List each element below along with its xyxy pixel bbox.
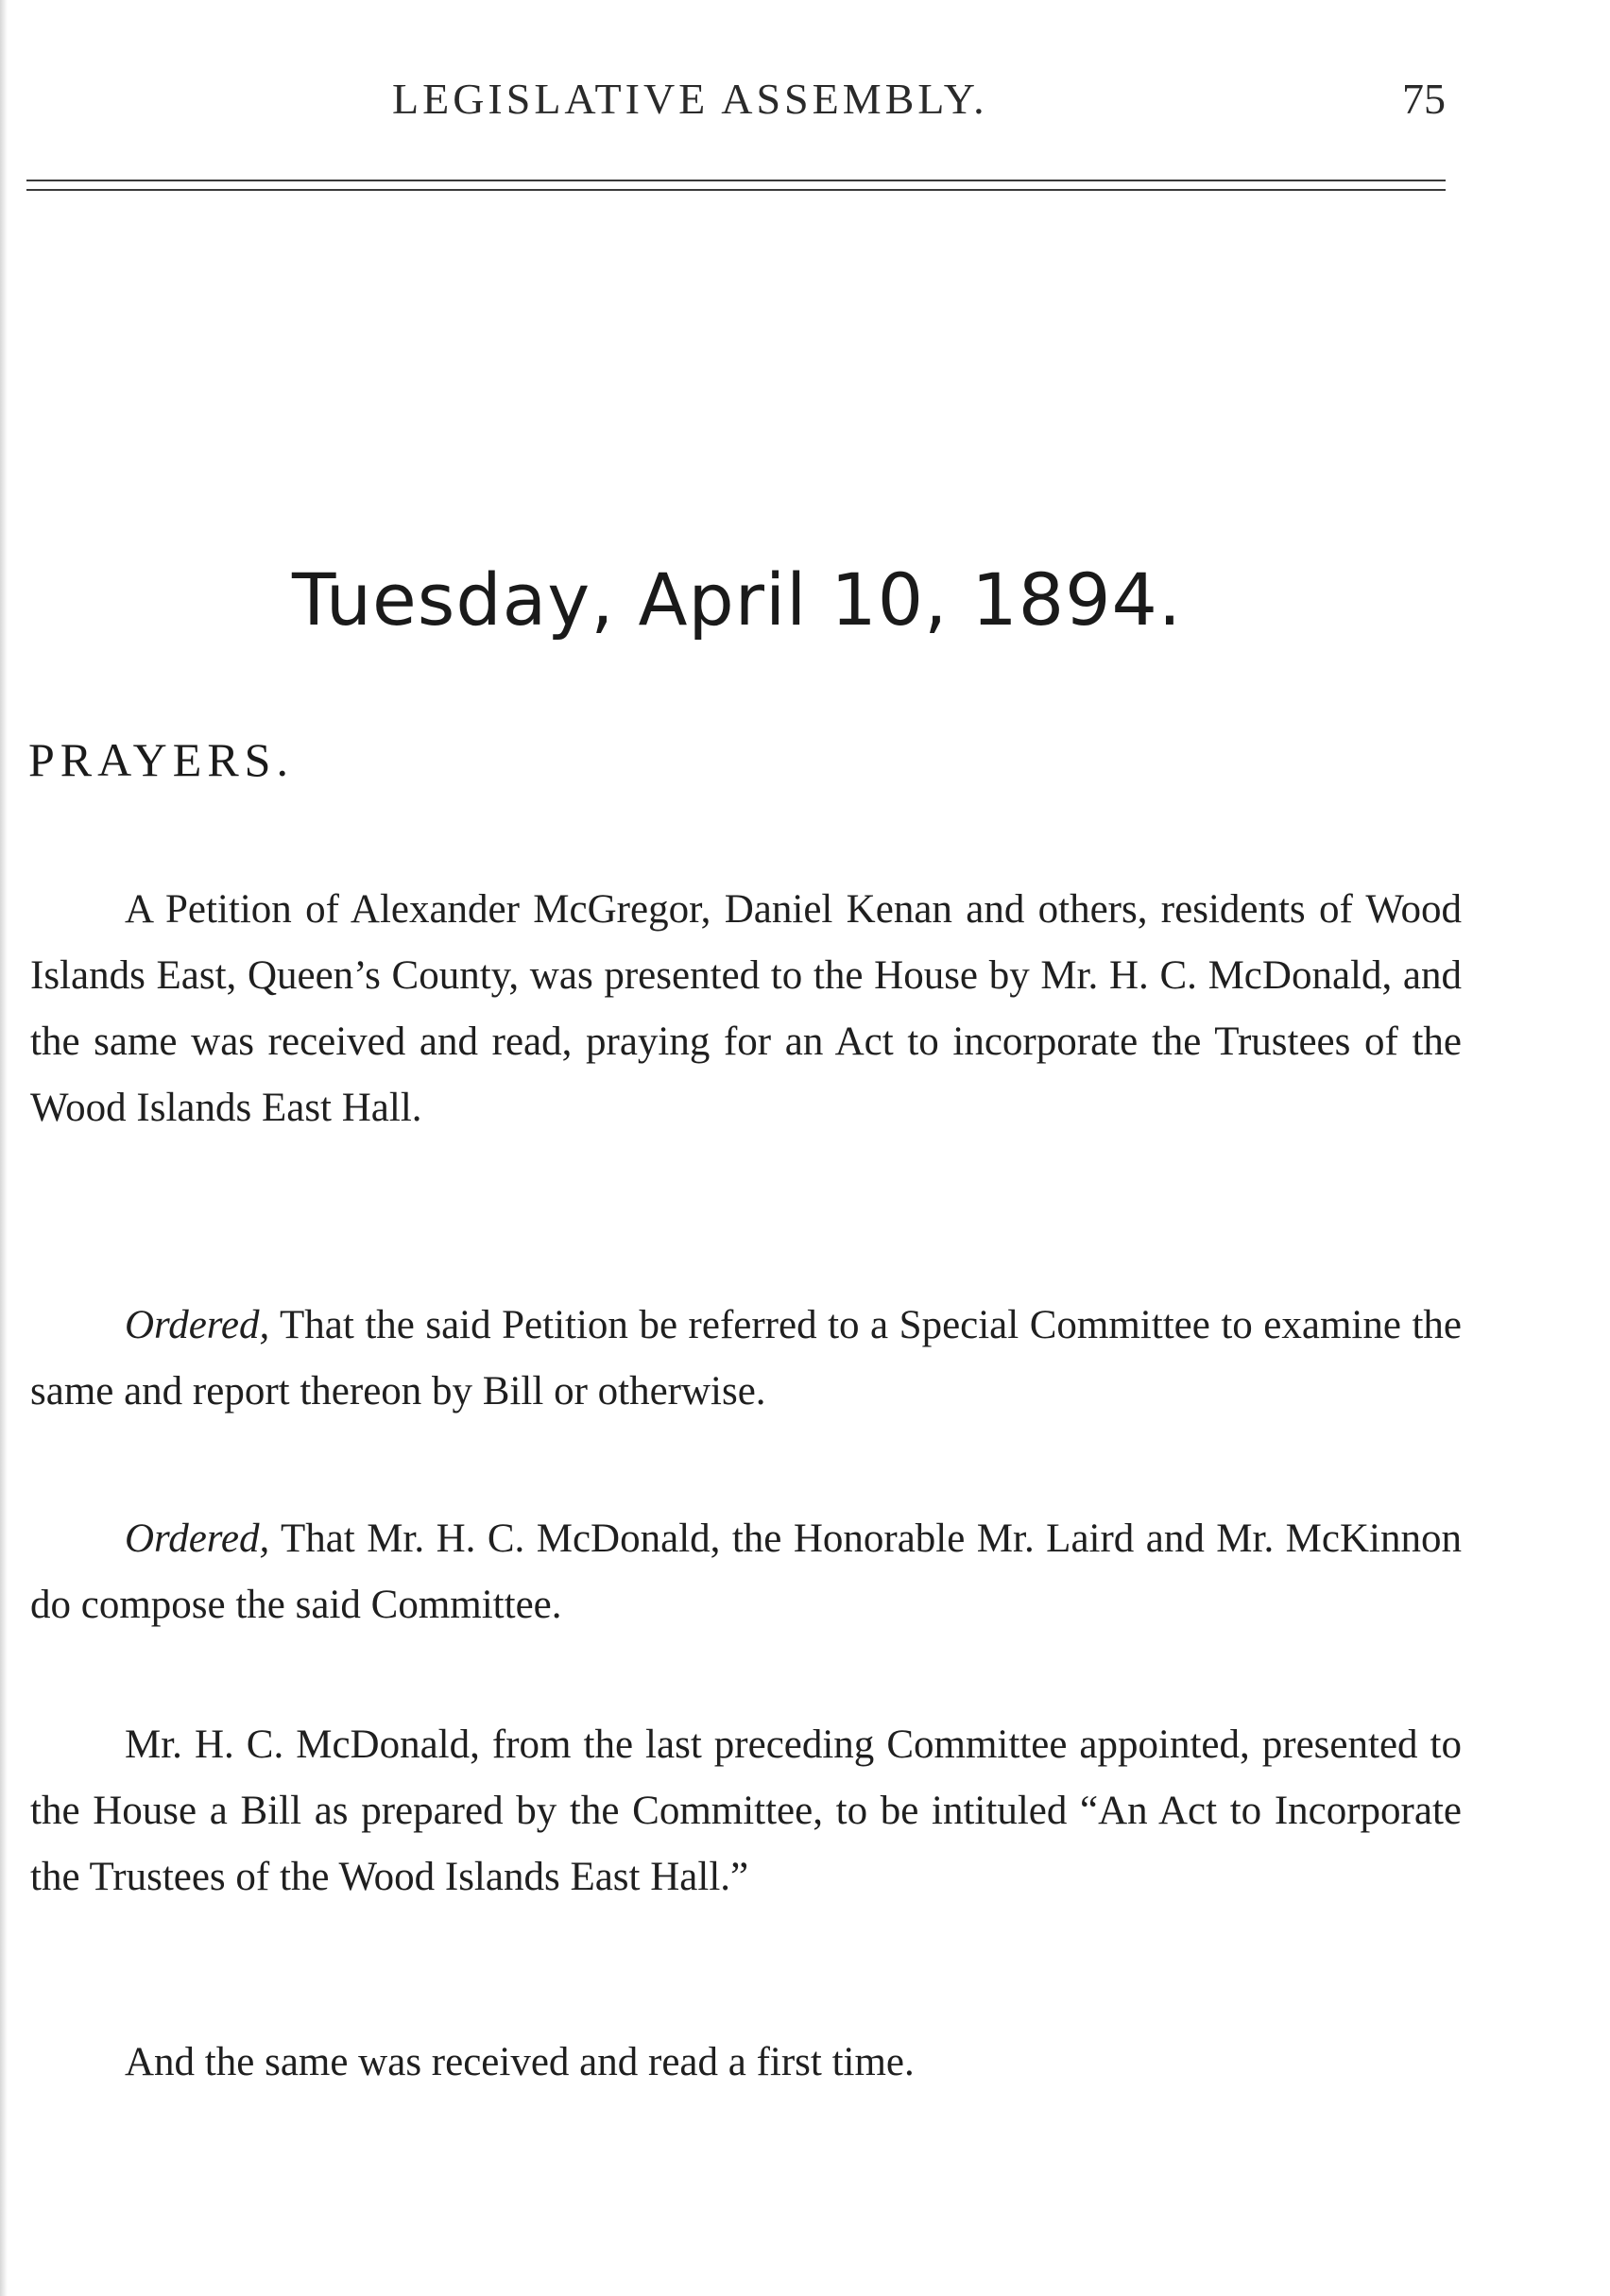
paragraph-order-committee (30, 1506, 1462, 1638)
date-heading: Tuesday, April 10, 1894. (292, 557, 1182, 642)
running-head (0, 74, 1610, 130)
paragraph-order-referral (30, 1293, 1462, 1425)
running-title: LEGISLATIVE ASSEMBLY. (392, 75, 988, 123)
paragraph-bill-presented (30, 1712, 1462, 1910)
paragraph-text: Mr. H. C. McDonald, from the last preceding Committee appointed, presented to the House a Bill as prepared by the Committee, to be intituled “An Act to Incorporate the Trustees of the Wood Islands East Hall.” (30, 1722, 1462, 1899)
paragraph-text: And the same was received and read a first time. (125, 2040, 915, 2084)
paragraph-lead-ordered: Ordered, (125, 1516, 270, 1561)
paragraph-text: A Petition of Alexander McGregor, Daniel Kenan and others, residents of Wood Islands East, Queen’s County, was presented to the House by Mr. H. C. McDonald, and the same was received and read, praying for an Act to incorporate the Trustees of the Wood Islands East Hall. (30, 887, 1462, 1130)
header-double-rule (26, 180, 1446, 191)
paragraph-petition (30, 877, 1462, 1141)
paragraph-text: That Mr. H. C. McDonald, the Honorable Mr. Laird and Mr. McKinnon do compose the said Committee. (30, 1516, 1462, 1627)
page-gutter-shadow (0, 0, 8, 2296)
paragraph-first-reading (30, 2030, 1462, 2096)
section-heading-prayers: PRAYERS. (28, 733, 294, 786)
page-number: 75 (1402, 75, 1446, 123)
paragraph-text: That the said Petition be referred to a Special Committee to examine the same and report thereon by Bill or otherwise. (30, 1303, 1462, 1414)
paragraph-lead-ordered: Ordered, (125, 1303, 270, 1347)
